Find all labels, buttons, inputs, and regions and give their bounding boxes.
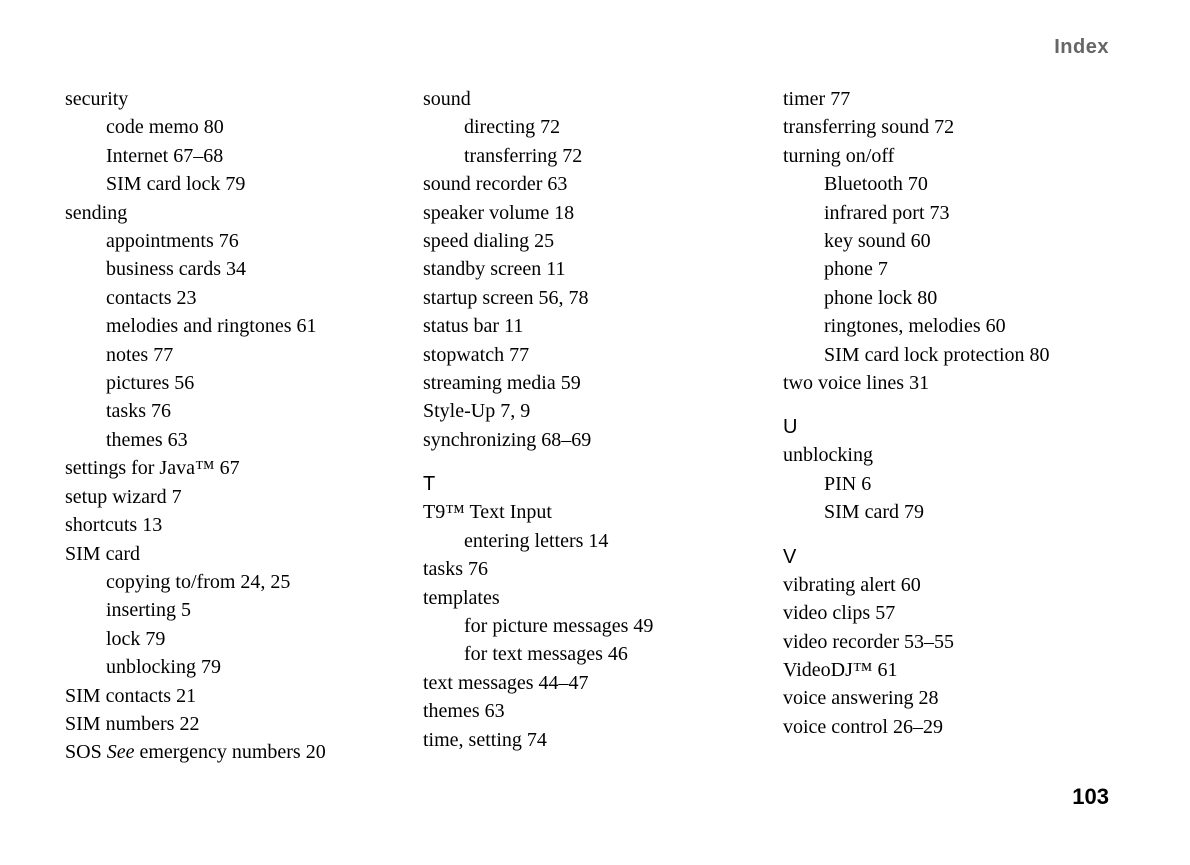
index-subentry: copying to/from 24, 25 [106,570,291,593]
index-entry: SIM numbers 22 [65,712,200,735]
index-subentry: notes 77 [106,343,174,366]
index-subentry: unblocking 79 [106,656,221,679]
index-column-3 [783,85,1113,741]
index-entry: vibrating alert 60 [783,573,921,596]
index-subentry: entering letters 14 [464,529,609,552]
index-entry: shortcuts 13 [65,514,163,537]
index-subentry: SIM card lock 79 [106,173,246,196]
letter-heading: U [783,416,798,439]
entry-text: SOS [65,741,107,764]
index-entry: SIM card [65,542,140,565]
index-entry: startup screen 56, 78 [423,286,589,309]
index-entry: templates [423,586,500,609]
letter-heading: V [783,545,797,568]
index-subentry: contacts 23 [106,286,197,309]
index-entry: settings for Java™ 67 [65,457,240,480]
index-subentry: key sound 60 [824,230,931,253]
index-entry: sound [423,88,471,110]
index-entry: video recorder 53–55 [783,630,955,653]
index-entry: T9™ Text Input [423,501,552,524]
index-column-1 [65,85,395,767]
index-subentry: business cards 34 [106,258,246,281]
index-entry: status bar 11 [423,315,524,338]
index-entry: SIM contacts 21 [65,684,197,707]
index-entry: speaker volume 18 [423,201,575,224]
index-entry: VideoDJ™ 61 [783,658,898,681]
index-entry: themes 63 [423,700,505,723]
index-entry: streaming media 59 [423,372,581,395]
index-entry: tasks 76 [423,558,488,581]
index-subentry: infrared port 73 [824,201,950,224]
index-subentry: phone lock 80 [824,286,938,309]
index-subentry: inserting 5 [106,599,191,622]
index-entry: sound recorder 63 [423,173,568,196]
running-head: Index [1054,36,1109,58]
index-entry: Style-Up 7, 9 [423,400,531,423]
index-entry: time, setting 74 [423,728,547,751]
index-entry: synchronizing 68–69 [423,428,592,451]
index-subentry: ringtones, melodies 60 [824,315,1006,338]
index-entry [65,738,395,766]
index-entry: stopwatch 77 [423,343,530,366]
index-entry: timer 77 [783,88,851,110]
see-reference: See [106,741,135,764]
index-entry: text messages 44–47 [423,671,589,694]
index-subentry: themes 63 [106,428,188,451]
index-subentry: tasks 76 [106,400,171,423]
index-entry: turning on/off [783,144,895,167]
index-entry: unblocking [783,444,873,467]
index-subentry: SIM card 79 [824,501,924,524]
index-subentry: appointments 76 [106,230,239,253]
index-subentry: for picture messages 49 [464,614,654,637]
index-subentry: directing 72 [464,116,561,139]
index-subentry: PIN 6 [824,472,872,495]
letter-heading: T [423,473,436,496]
index-subentry: Internet 67–68 [106,144,224,167]
index-subentry: phone 7 [824,258,888,281]
index-subentry: lock 79 [106,627,166,650]
index-entry: two voice lines 31 [783,372,930,395]
index-subentry: melodies and ringtones 61 [106,315,317,338]
entry-text-after: emergency numbers 20 [134,741,326,764]
index-entry: video clips 57 [783,602,896,625]
page-number: 103 [1072,784,1109,809]
index-column-2 [423,85,753,754]
index-entry: standby screen 11 [423,258,566,281]
index-subentry: SIM card lock protection 80 [824,343,1050,366]
index-subentry: code memo 80 [106,116,224,139]
index-subentry: for text messages 46 [464,643,628,666]
index-entry: voice control 26–29 [783,715,943,738]
index-entry: transferring sound 72 [783,116,955,139]
index-entry: sending [65,201,128,224]
index-entry: setup wizard 7 [65,485,182,508]
index-entry: security [65,88,129,110]
index-subentry: pictures 56 [106,372,195,395]
index-entry: voice answering 28 [783,687,939,710]
index-entry: speed dialing 25 [423,230,555,253]
index-subentry: transferring 72 [464,144,583,167]
index-subentry: Bluetooth 70 [824,173,928,196]
